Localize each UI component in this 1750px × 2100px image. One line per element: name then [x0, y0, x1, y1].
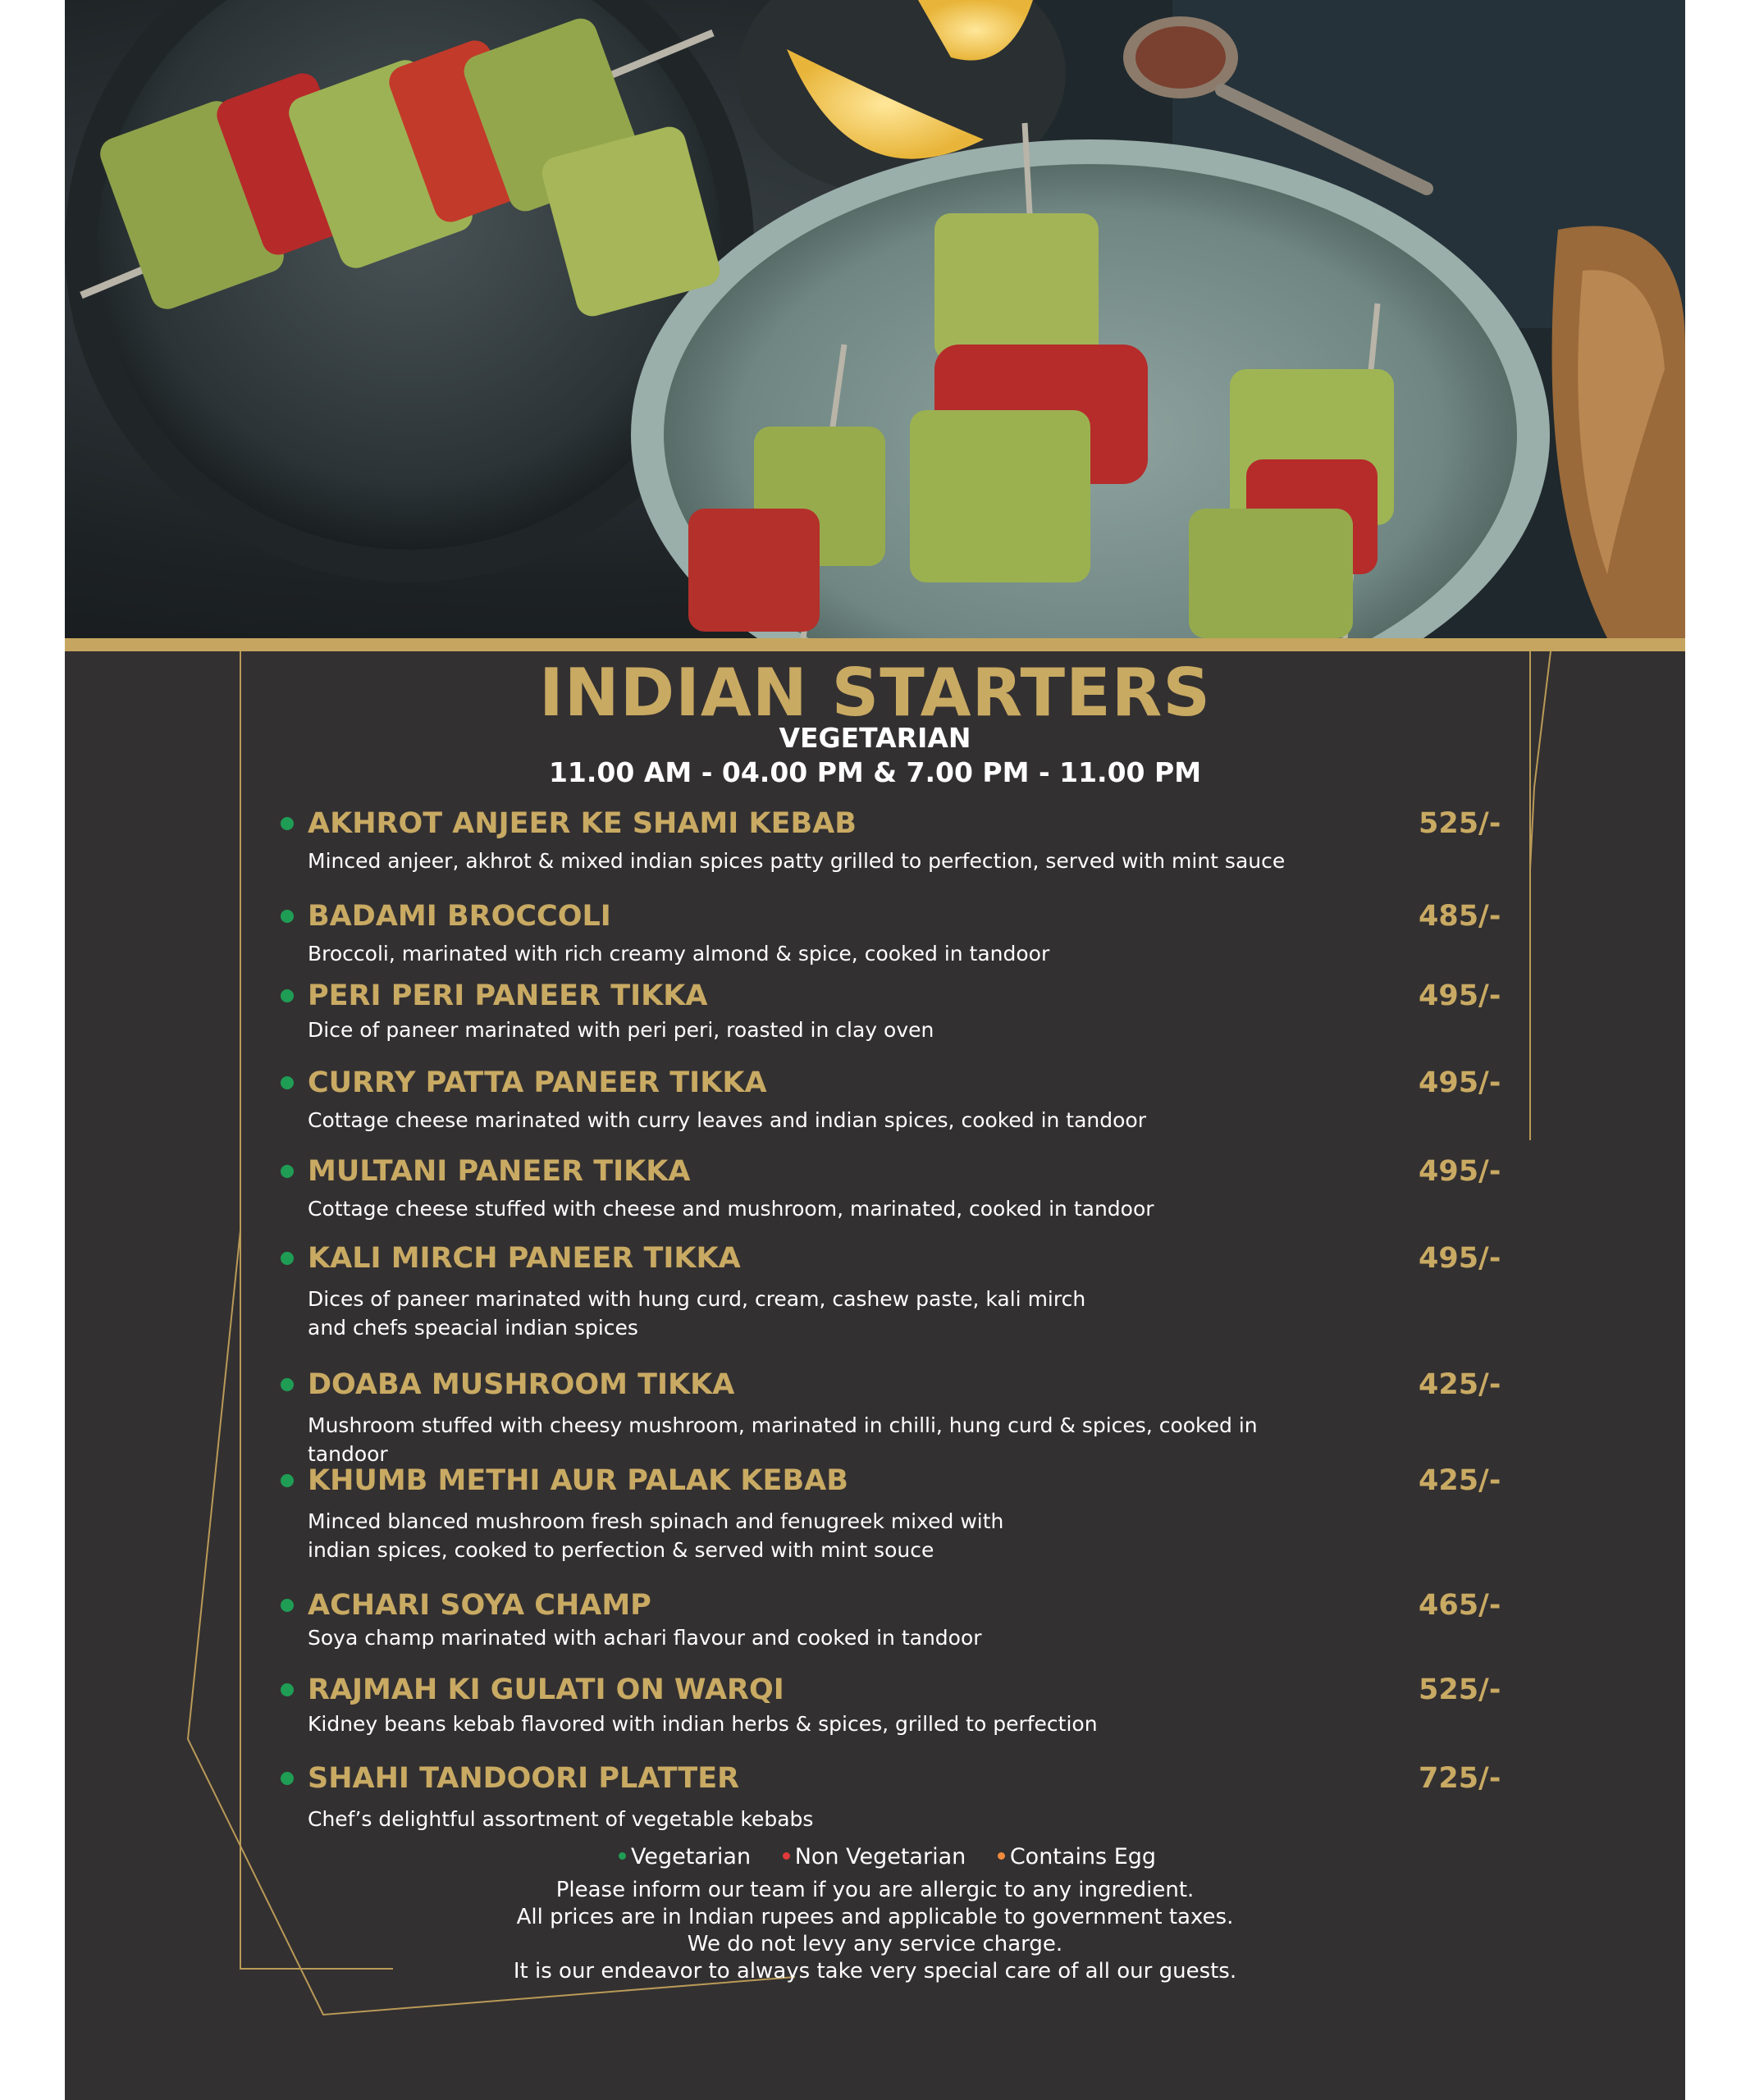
dietary-legend: [65, 1842, 1685, 1872]
non-veg-dot-icon: [783, 1852, 790, 1860]
veg-indicator-icon: [281, 1683, 294, 1696]
menu-page: [65, 0, 1685, 2100]
item-name: BADAMI BROCCOLI: [308, 900, 611, 933]
item-description: [308, 847, 1292, 875]
item-description-line: Cottage cheese stuffed with cheese and mushroom, marinated, cooked in tandoor: [308, 1197, 1154, 1221]
item-description-line: Minced anjeer, akhrot & mixed indian spices patty grilled to perfection, served with mint sauce: [308, 849, 1286, 873]
item-description: [308, 1194, 1292, 1223]
paneer-tikka-photo: [65, 0, 1685, 638]
item-description: [308, 1411, 1292, 1468]
item-name: MULTANI PANEER TIKKA: [308, 1155, 691, 1188]
item-name: SHAHI TANDOORI PLATTER: [308, 1762, 740, 1795]
veg-indicator-icon: [281, 817, 294, 830]
item-description-line: Broccoli, marinated with rich creamy almond & spice, cooked in tandoor: [308, 942, 1050, 966]
veg-indicator-icon: [281, 910, 294, 923]
item-name: PERI PERI PANEER TIKKA: [308, 979, 708, 1012]
menu-title: INDIAN STARTERS: [539, 655, 1211, 731]
item-name: CURRY PATTA PANEER TIKKA: [308, 1066, 767, 1099]
veg-indicator-icon: [281, 1474, 294, 1487]
gold-divider: [65, 638, 1685, 651]
item-price: 485/-: [1419, 900, 1501, 933]
item-price: 495/-: [1419, 1066, 1501, 1099]
food-photo: [65, 0, 1685, 638]
veg-indicator-icon: [281, 1252, 294, 1265]
item-name: DOABA MUSHROOM TIKKA: [308, 1368, 735, 1401]
veg-indicator-icon: [281, 1378, 294, 1391]
note-prices: All prices are in Indian rupees and applicable to government taxes.: [516, 1905, 1234, 1929]
item-price: 495/-: [1419, 1242, 1501, 1275]
veg-indicator-icon: [281, 1165, 294, 1178]
item-description: [308, 1623, 1292, 1652]
item-description-line: Kidney beans kebab flavored with indian herbs & spices, grilled to perfection: [308, 1712, 1098, 1736]
menu-subtitle: VEGETARIAN: [779, 722, 971, 754]
item-price: 425/-: [1419, 1368, 1501, 1401]
item-description-line: indian spices, cooked to perfection & served with mint souce: [308, 1538, 934, 1562]
item-price: 725/-: [1419, 1762, 1501, 1795]
veg-indicator-icon: [281, 989, 294, 1002]
footer-notes: [65, 1877, 1685, 1985]
note-allergy: Please inform our team if you are allergic to any ingredient.: [555, 1878, 1195, 1902]
item-price: 525/-: [1419, 807, 1501, 840]
item-description-line: Mushroom stuffed with cheesy mushroom, marinated in chilli, hung curd & spices, cooked in tandoor: [308, 1413, 1258, 1466]
item-price: 525/-: [1419, 1673, 1501, 1706]
legend-vegetarian: Vegetarian: [630, 1844, 752, 1869]
legend-non-vegetarian: Non Vegetarian: [794, 1844, 966, 1869]
note-service-charge: We do not levy any service charge.: [687, 1932, 1063, 1956]
item-description-line: Dice of paneer marinated with peri peri, roasted in clay oven: [308, 1018, 934, 1042]
item-name: AKHROT ANJEER KE SHAMI KEBAB: [308, 807, 857, 840]
note-care: It is our endeavor to always take very special care of all our guests.: [513, 1959, 1237, 1984]
item-name: RAJMAH KI GULATI ON WARQI: [308, 1673, 784, 1706]
item-description-line: Minced blanced mushroom fresh spinach and fenugreek mixed with: [308, 1509, 1004, 1533]
item-description: [308, 1016, 1292, 1044]
item-price: 465/-: [1419, 1589, 1501, 1622]
item-price: 495/-: [1419, 979, 1501, 1012]
legend-contains-egg: Contains Egg: [1009, 1844, 1157, 1869]
item-name: KALI MIRCH PANEER TIKKA: [308, 1242, 741, 1275]
egg-dot-icon: [998, 1852, 1005, 1860]
veg-indicator-icon: [281, 1076, 294, 1089]
veg-indicator-icon: [281, 1599, 294, 1612]
item-description-line: Soya champ marinated with achari flavour and cooked in tandoor: [308, 1626, 982, 1650]
item-description: [308, 1106, 1292, 1134]
veg-indicator-icon: [281, 1772, 294, 1785]
item-price: 495/-: [1419, 1155, 1501, 1188]
item-description-line: Chef’s delightful assortment of vegetable kebabs: [308, 1807, 814, 1831]
item-description: [308, 1710, 1292, 1738]
item-name: KHUMB METHI AUR PALAK KEBAB: [308, 1464, 848, 1497]
item-description-line: Cottage cheese marinated with curry leaves and indian spices, cooked in tandoor: [308, 1108, 1147, 1132]
item-description-line: Dices of paneer marinated with hung curd, cream, cashew paste, kali mirch: [308, 1287, 1086, 1311]
serving-hours: 11.00 AM - 04.00 PM & 7.00 PM - 11.00 PM: [548, 756, 1202, 788]
veg-dot-icon: [619, 1852, 626, 1860]
item-description-line: and chefs speacial indian spices: [308, 1316, 638, 1340]
item-price: 425/-: [1419, 1464, 1501, 1497]
item-description: [308, 939, 1292, 968]
item-name: ACHARI SOYA CHAMP: [308, 1589, 651, 1622]
item-description: [308, 1805, 1292, 1833]
item-description: [308, 1285, 1292, 1342]
item-description: [308, 1507, 1292, 1564]
